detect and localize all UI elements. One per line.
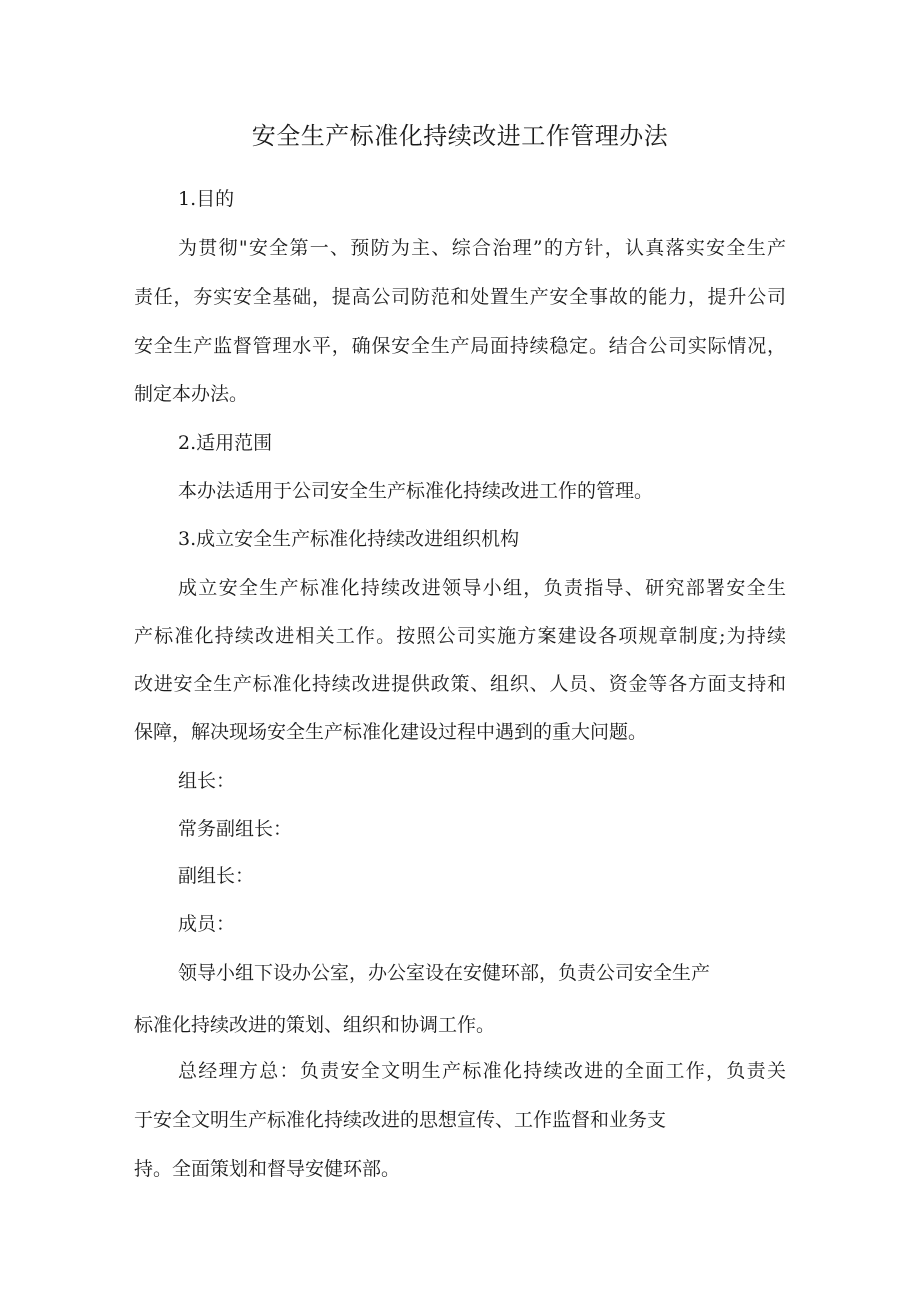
leader-label: 组长： xyxy=(178,770,236,792)
deputy-label: 副组长： xyxy=(178,865,255,887)
org-heading: 3.成立安全生产标准化持续改进组织机构 xyxy=(178,528,520,550)
office-paragraph-line-1: 领导小组下设办公室，办公室设在安健环部，负责公司安全生产 xyxy=(178,962,711,984)
gm-paragraph-line-1: 总经理方总：负责安全文明生产标准化持续改进的全面工作，负责关 xyxy=(178,1060,786,1082)
org-paragraph-line-4: 保障，解决现场安全生产标准化建设过程中遇到的重大问题。 xyxy=(134,721,648,743)
purpose-heading: 1.目的 xyxy=(178,188,235,210)
office-paragraph-line-2: 标准化持续改进的策划、组织和协调工作。 xyxy=(134,1014,496,1036)
purpose-paragraph-line-3: 安全生产监督管理水平，确保安全生产局面持续稳定。结合公司实际情况， xyxy=(134,335,786,357)
org-paragraph-line-1: 成立安全生产标准化持续改进领导小组，负责指导、研究部署安全生 xyxy=(178,577,786,599)
document-title: 安全生产标准化持续改进工作管理办法 xyxy=(251,122,669,150)
members-label: 成员： xyxy=(178,913,236,935)
gm-paragraph-line-2: 于安全文明生产标准化持续改进的思想宣传、工作监督和业务支 xyxy=(134,1109,667,1131)
purpose-paragraph-line-2: 责任，夯实安全基础，提高公司防范和处置生产安全事故的能力，提升公司 xyxy=(134,286,786,308)
scope-heading: 2.适用范围 xyxy=(178,432,273,454)
gm-paragraph-line-3: 持。全面策划和督导安健环部。 xyxy=(134,1158,401,1180)
executive-deputy-label: 常务副组长： xyxy=(178,818,293,840)
org-paragraph-line-2: 产标准化持续改进相关工作。按照公司实施方案建设各项规章制度;为持续 xyxy=(134,625,786,647)
purpose-paragraph-line-1: 为贯彻"安全第一、预防为主、综合治理”的方针，认真落实安全生产 xyxy=(178,237,786,259)
org-paragraph-line-3: 改进安全生产标准化持续改进提供政策、组织、人员、资金等各方面支持和 xyxy=(134,673,786,695)
purpose-paragraph-line-4: 制定本办法。 xyxy=(134,383,249,405)
scope-paragraph: 本办法适用于公司安全生产标准化持续改进工作的管理。 xyxy=(178,480,654,502)
